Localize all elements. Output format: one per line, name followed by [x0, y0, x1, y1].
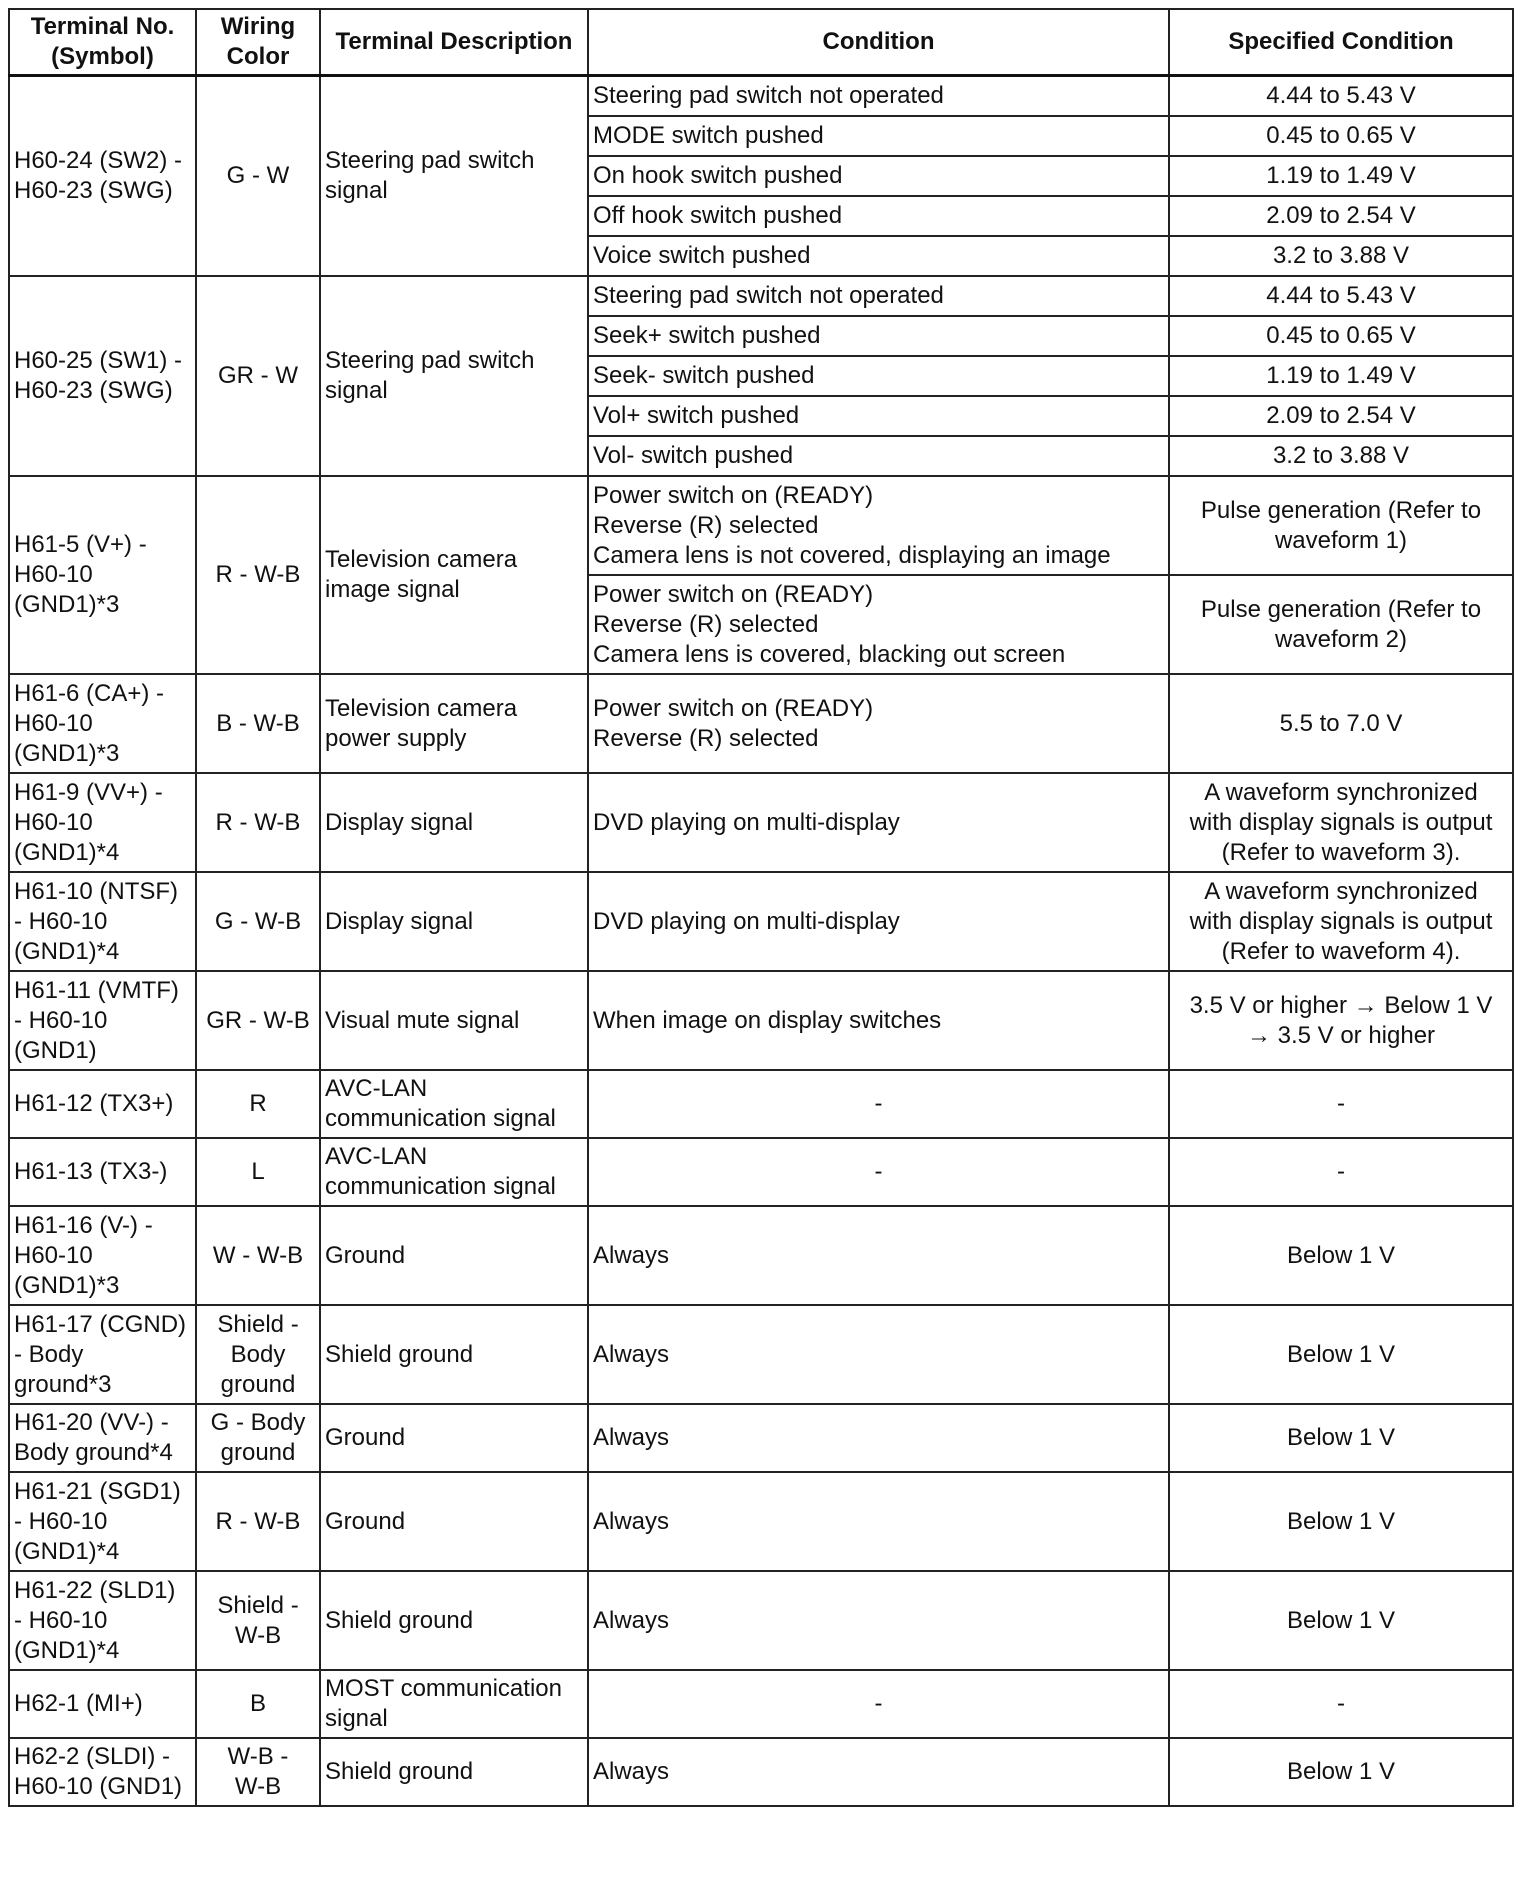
- cell-terminal: H61-22 (SLD1) - H60-10 (GND1)*4: [9, 1571, 196, 1670]
- table-row: [9, 1670, 1513, 1738]
- cell-wiring-color: R: [196, 1070, 320, 1138]
- table-row: [9, 1070, 1513, 1138]
- cell-specified-condition: 4.44 to 5.43 V: [1169, 76, 1513, 117]
- cell-terminal: H61-21 (SGD1) - H60-10 (GND1)*4: [9, 1472, 196, 1571]
- cell-specified-condition: 1.19 to 1.49 V: [1169, 156, 1513, 196]
- header-row: [9, 9, 1513, 76]
- cell-specified-condition: Below 1 V: [1169, 1571, 1513, 1670]
- cell-condition: Seek+ switch pushed: [588, 316, 1169, 356]
- cell-specified-condition: Below 1 V: [1169, 1305, 1513, 1404]
- cell-specified-condition: Below 1 V: [1169, 1472, 1513, 1571]
- cell-condition: Always: [588, 1206, 1169, 1305]
- table-row: [9, 1305, 1513, 1404]
- table-row: [9, 276, 1513, 316]
- cell-terminal-description: Visual mute signal: [320, 971, 588, 1070]
- cell-wiring-color: Shield - W-B: [196, 1571, 320, 1670]
- cell-wiring-color: W - W-B: [196, 1206, 320, 1305]
- cell-terminal: H60-25 (SW1) - H60-23 (SWG): [9, 276, 196, 476]
- header-specified-condition: Specified Condition: [1169, 9, 1513, 76]
- cell-wiring-color: R - W-B: [196, 476, 320, 674]
- cell-terminal: H61-17 (CGND) - Body ground*3: [9, 1305, 196, 1404]
- cell-terminal: H61-9 (VV+) - H60-10 (GND1)*4: [9, 773, 196, 872]
- cell-wiring-color: R - W-B: [196, 773, 320, 872]
- table-row: [9, 674, 1513, 773]
- cell-specified-condition: Below 1 V: [1169, 1206, 1513, 1305]
- cell-wiring-color: GR - W: [196, 276, 320, 476]
- cell-condition: Always: [588, 1571, 1169, 1670]
- cell-specified-condition: Pulse generation (Refer to waveform 1): [1169, 476, 1513, 575]
- cell-condition: Vol+ switch pushed: [588, 396, 1169, 436]
- table-row: [9, 872, 1513, 971]
- cell-specified-condition: 3.2 to 3.88 V: [1169, 436, 1513, 476]
- cell-specified-condition: -: [1169, 1070, 1513, 1138]
- cell-condition: DVD playing on multi-display: [588, 773, 1169, 872]
- cell-terminal-description: Display signal: [320, 872, 588, 971]
- cell-specified-condition: 0.45 to 0.65 V: [1169, 116, 1513, 156]
- cell-terminal-description: Television camera image signal: [320, 476, 588, 674]
- cell-terminal-description: Steering pad switch signal: [320, 76, 588, 277]
- cell-condition: MODE switch pushed: [588, 116, 1169, 156]
- cell-specified-condition: 5.5 to 7.0 V: [1169, 674, 1513, 773]
- cell-wiring-color: L: [196, 1138, 320, 1206]
- cell-specified-condition: 2.09 to 2.54 V: [1169, 196, 1513, 236]
- cell-condition: Steering pad switch not operated: [588, 276, 1169, 316]
- table-row: [9, 773, 1513, 872]
- cell-specified-condition: A waveform synchronized with display signals is output (Refer to waveform 3).: [1169, 773, 1513, 872]
- cell-condition: Always: [588, 1738, 1169, 1806]
- cell-terminal-description: Ground: [320, 1404, 588, 1472]
- table-row: [9, 1738, 1513, 1806]
- cell-terminal: H61-6 (CA+) - H60-10 (GND1)*3: [9, 674, 196, 773]
- cell-condition: Always: [588, 1305, 1169, 1404]
- cell-terminal-description: Shield ground: [320, 1305, 588, 1404]
- cell-condition: Always: [588, 1472, 1169, 1571]
- table-row: [9, 1472, 1513, 1571]
- cell-terminal-description: Ground: [320, 1206, 588, 1305]
- cell-condition: -: [588, 1070, 1169, 1138]
- table-row: [9, 476, 1513, 575]
- table-row: [9, 1206, 1513, 1305]
- cell-terminal: H61-20 (VV-) - Body ground*4: [9, 1404, 196, 1472]
- header-terminal: Terminal No. (Symbol): [9, 9, 196, 76]
- cell-specified-condition: 3.2 to 3.88 V: [1169, 236, 1513, 276]
- cell-terminal-description: AVC-LAN communication signal: [320, 1070, 588, 1138]
- cell-condition: Voice switch pushed: [588, 236, 1169, 276]
- header-terminal-description: Terminal Description: [320, 9, 588, 76]
- cell-wiring-color: R - W-B: [196, 1472, 320, 1571]
- cell-terminal-description: Shield ground: [320, 1738, 588, 1806]
- cell-condition: -: [588, 1670, 1169, 1738]
- cell-wiring-color: B: [196, 1670, 320, 1738]
- cell-specified-condition: 0.45 to 0.65 V: [1169, 316, 1513, 356]
- table-body: [9, 76, 1513, 1807]
- cell-terminal-description: AVC-LAN communication signal: [320, 1138, 588, 1206]
- cell-wiring-color: G - Body ground: [196, 1404, 320, 1472]
- cell-specified-condition: 2.09 to 2.54 V: [1169, 396, 1513, 436]
- cell-wiring-color: G - W: [196, 76, 320, 277]
- cell-terminal-description: MOST communication signal: [320, 1670, 588, 1738]
- cell-specified-condition: -: [1169, 1138, 1513, 1206]
- cell-condition: When image on display switches: [588, 971, 1169, 1070]
- cell-terminal-description: Television camera power supply: [320, 674, 588, 773]
- cell-condition: Seek- switch pushed: [588, 356, 1169, 396]
- spec-page: [8, 8, 1512, 1807]
- cell-terminal: H61-16 (V-) - H60-10 (GND1)*3: [9, 1206, 196, 1305]
- cell-condition: Vol- switch pushed: [588, 436, 1169, 476]
- cell-specified-condition: -: [1169, 1670, 1513, 1738]
- cell-specified-condition: A waveform synchronized with display signals is output (Refer to waveform 4).: [1169, 872, 1513, 971]
- cell-condition: -: [588, 1138, 1169, 1206]
- cell-terminal: H61-5 (V+) - H60-10 (GND1)*3: [9, 476, 196, 674]
- cell-specified-condition: 3.5 V or higher → Below 1 V → 3.5 V or higher: [1169, 971, 1513, 1070]
- cell-condition: On hook switch pushed: [588, 156, 1169, 196]
- table-row: [9, 76, 1513, 117]
- table-row: [9, 971, 1513, 1070]
- cell-condition: Always: [588, 1404, 1169, 1472]
- cell-terminal: H60-24 (SW2) - H60-23 (SWG): [9, 76, 196, 277]
- cell-specified-condition: 4.44 to 5.43 V: [1169, 276, 1513, 316]
- cell-condition: Power switch on (READY) Reverse (R) selected Camera lens is covered, blacking out screen: [588, 575, 1169, 674]
- cell-terminal: H61-11 (VMTF) - H60-10 (GND1): [9, 971, 196, 1070]
- cell-terminal: H61-12 (TX3+): [9, 1070, 196, 1138]
- cell-terminal-description: Ground: [320, 1472, 588, 1571]
- cell-specified-condition: Below 1 V: [1169, 1404, 1513, 1472]
- header-wiring-color: Wiring Color: [196, 9, 320, 76]
- cell-wiring-color: G - W-B: [196, 872, 320, 971]
- header-condition: Condition: [588, 9, 1169, 76]
- table-row: [9, 1404, 1513, 1472]
- cell-condition: Power switch on (READY) Reverse (R) selected: [588, 674, 1169, 773]
- cell-terminal-description: Steering pad switch signal: [320, 276, 588, 476]
- cell-terminal: H61-10 (NTSF) - H60-10 (GND1)*4: [9, 872, 196, 971]
- cell-condition: DVD playing on multi-display: [588, 872, 1169, 971]
- cell-terminal: H62-1 (MI+): [9, 1670, 196, 1738]
- table-row: [9, 1571, 1513, 1670]
- cell-condition: Steering pad switch not operated: [588, 76, 1169, 117]
- cell-wiring-color: GR - W-B: [196, 971, 320, 1070]
- table-row: [9, 1138, 1513, 1206]
- cell-terminal: H61-13 (TX3-): [9, 1138, 196, 1206]
- cell-condition: Off hook switch pushed: [588, 196, 1169, 236]
- cell-specified-condition: Pulse generation (Refer to waveform 2): [1169, 575, 1513, 674]
- cell-terminal-description: Display signal: [320, 773, 588, 872]
- cell-specified-condition: Below 1 V: [1169, 1738, 1513, 1806]
- cell-wiring-color: Shield - Body ground: [196, 1305, 320, 1404]
- cell-terminal-description: Shield ground: [320, 1571, 588, 1670]
- cell-wiring-color: B - W-B: [196, 674, 320, 773]
- terminal-spec-table: [8, 8, 1514, 1807]
- cell-wiring-color: W-B - W-B: [196, 1738, 320, 1806]
- cell-condition: Power switch on (READY) Reverse (R) selected Camera lens is not covered, displaying an image: [588, 476, 1169, 575]
- cell-specified-condition: 1.19 to 1.49 V: [1169, 356, 1513, 396]
- cell-terminal: H62-2 (SLDI) - H60-10 (GND1): [9, 1738, 196, 1806]
